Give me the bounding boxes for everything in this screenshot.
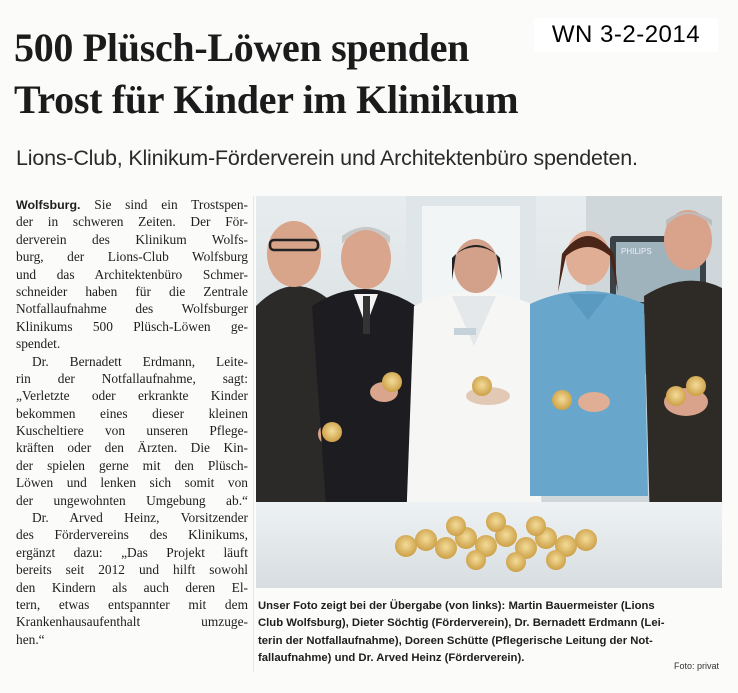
photo-caption (258, 598, 728, 668)
dateline: Wolfsburg. (16, 198, 81, 212)
date-stamp: WN 3-2-2014 (534, 18, 718, 52)
headline (14, 22, 614, 126)
article-line: Krankenhausaufenthalt umzuge- (16, 614, 248, 630)
caption-line: terin der Notfallaufnahme), Doreen Schütte (Pflegerische Leitung der Not- (258, 634, 653, 647)
article-line: derverein des Klinikum Wolfs- (16, 231, 248, 247)
article-line: spendet. (16, 336, 61, 352)
article-line: burg, der Lions-Club Wolfsburg (16, 249, 248, 265)
article-line: schneider haben für die Zentrale (16, 283, 248, 299)
article-line: Dr. Arved Heinz, Vorsitzender (32, 510, 248, 526)
article-line: hen.“ (16, 631, 45, 647)
article-line: Notfallaufnahme des Wolfsburger (16, 301, 248, 317)
article-line: der ungewohnten Umgebung ab.“ (16, 492, 248, 508)
article-photo (256, 196, 722, 588)
plush-lion (666, 386, 686, 406)
caption-line: fallaufnahme) und Dr. Arved Heinz (Förderverein). (258, 652, 525, 665)
plush-lion (322, 422, 342, 442)
plush-lion (552, 390, 572, 410)
article-line: bekommen eines dieser kleinen (16, 405, 248, 421)
caption-line: Club Wolfsburg), Dieter Söchtig (Förderverein), Dr. Bernadett Erdmann (Lei- (258, 617, 665, 630)
article-line: tern, etwas entspannter mit dem (16, 596, 248, 612)
article-line: den Kindern als auch deren El- (16, 579, 248, 595)
article-line: der spielen gerne mit den Plüsch- (16, 457, 248, 473)
article-line: und das Architektenbüro Schmer- (16, 266, 248, 282)
photo-illustration (256, 196, 722, 588)
subheadline: Lions-Club, Klinikum-Förderverein und Architektenbüro spendeten. (16, 146, 638, 170)
article-line: Kuscheltiere von unseren Pflege- (16, 423, 248, 439)
article-line: Klinikums 500 Plüsch-Löwen ge- (16, 318, 248, 334)
plush-lion (686, 376, 706, 396)
article-line: der in schweren Zeiten. Der För- (16, 214, 248, 230)
article-line: ergänzt dazu: „Das Projekt läuft (16, 544, 248, 560)
caption-line: Unser Foto zeigt bei der Übergabe (von links): Martin Bauermeister (Lions (258, 600, 655, 612)
plush-lion (472, 376, 492, 396)
column-divider (253, 196, 254, 672)
article-line: Dr. Bernadett Erdmann, Leite- (32, 353, 248, 369)
article-line: des Fördervereins des Klinikums, (16, 527, 248, 543)
headline-line-2: Trost für Kinder im Klinikum (14, 77, 519, 122)
article-line: bereits seit 2012 und hilft sowohl (16, 562, 248, 578)
article-line: Löwen und lenken sich somit von (16, 475, 248, 491)
article-line: Wolfsburg. Sie sind ein Trostspen- (16, 197, 248, 212)
monitor-brand: PHILIPS (621, 247, 652, 256)
photo-credit: Foto: privat (674, 661, 720, 671)
headline-line-1: 500 Plüsch-Löwen spenden (14, 25, 470, 70)
article-line: „Verletzte oder erkrankte Kinder (16, 388, 248, 404)
article-line: rin der Notfallaufnahme, sagt: (16, 370, 248, 386)
article-body (16, 196, 248, 648)
plush-lion (382, 372, 402, 392)
article-line: kräften oder den Ärzten. Die Kin- (16, 440, 248, 456)
